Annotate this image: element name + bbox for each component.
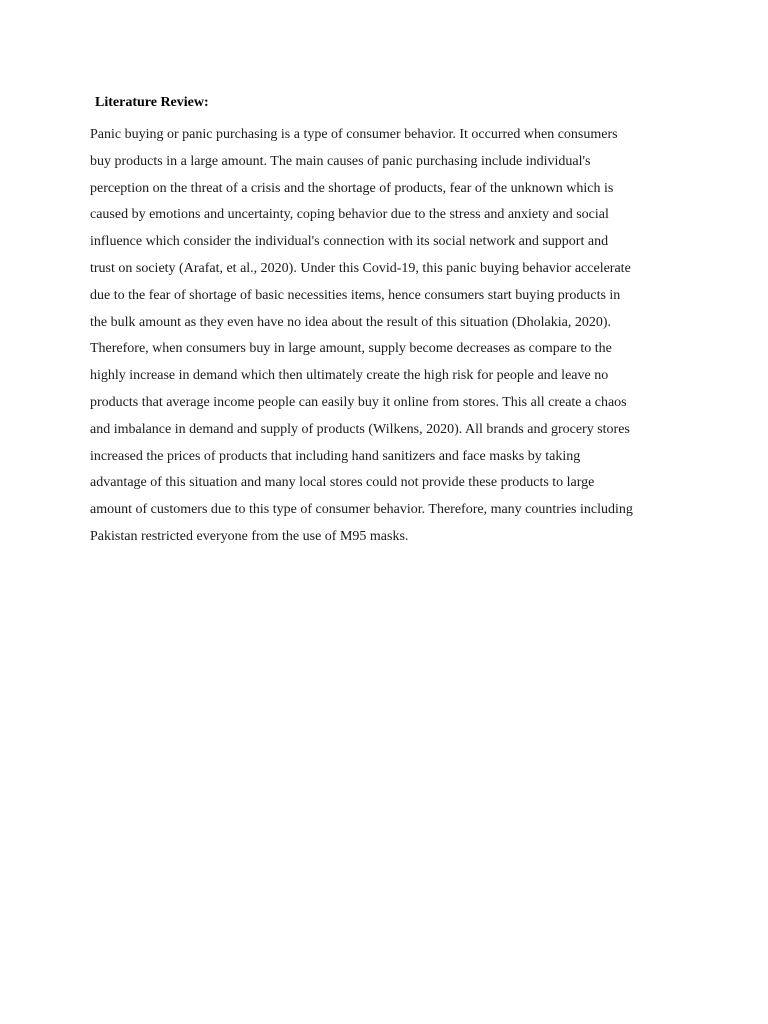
paragraph-line: amount of customers due to this type of consumer behavior. Therefore, many countries including: [90, 502, 633, 518]
paragraph-line: highly increase in demand which then ultimately create the high risk for people and leave no: [90, 368, 609, 384]
paragraph-line: products that average income people can easily buy it online from stores. This all create a chaos: [90, 394, 627, 410]
paragraph-line: trust on society (Arafat, et al., 2020). Under this Covid-19, this panic buying behavior accelerate: [90, 260, 631, 276]
paragraph-line: and imbalance in demand and supply of products (Wilkens, 2020). All brands and grocery stores: [90, 421, 630, 437]
paragraph-line: Panic buying or panic purchasing is a type of consumer behavior. It occurred when consumers: [90, 127, 618, 142]
body-paragraph: [90, 122, 633, 551]
paragraph-line: Therefore, when consumers buy in large amount, supply become decreases as compare to the: [90, 341, 612, 357]
paragraph-line: the bulk amount as they even have no idea about the result of this situation (Dholakia, 2020).: [90, 314, 611, 330]
paragraph-line: perception on the threat of a crisis and the shortage of products, fear of the unknown which is: [90, 180, 614, 196]
paragraph-line: buy products in a large amount. The main causes of panic purchasing include individual's: [90, 153, 591, 169]
paragraph-line: increased the prices of products that including hand sanitizers and face masks by taking: [90, 448, 581, 464]
paragraph-line: advantage of this situation and many local stores could not provide these products to large: [90, 475, 595, 491]
paragraph-line: Pakistan restricted everyone from the use of M95 masks.: [90, 528, 409, 544]
section-heading: Literature Review:: [95, 95, 209, 110]
paragraph-line: due to the fear of shortage of basic necessities items, hence consumers start buying products in: [90, 287, 621, 303]
paragraph-line: caused by emotions and uncertainty, coping behavior due to the stress and anxiety and social: [90, 207, 609, 223]
paragraph-line: influence which consider the individual's connection with its social network and support and: [90, 234, 609, 250]
